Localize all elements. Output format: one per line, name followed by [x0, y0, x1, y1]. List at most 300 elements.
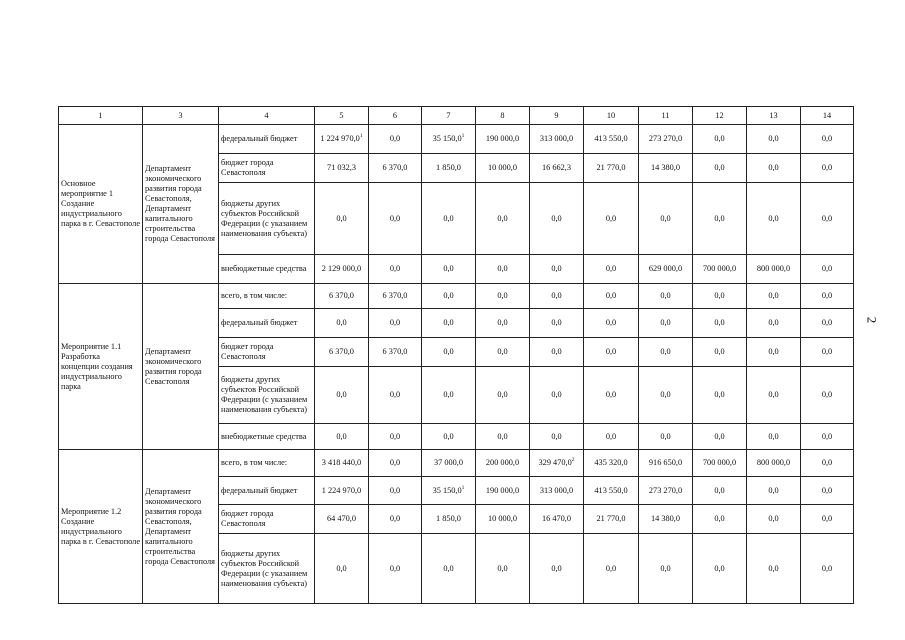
value-text: 0,0: [768, 431, 779, 441]
value-text: 273 270,0: [648, 134, 683, 143]
value-text: 629 000,0: [648, 264, 683, 273]
value-cell: [639, 183, 693, 255]
funding-source-cell: бюджеты других субъектов Российской Федерации (с указанием наименования субъекта): [219, 367, 315, 424]
value-cell: [476, 477, 530, 505]
value-cell: [422, 255, 476, 284]
value-text: 6 370,0: [329, 347, 354, 356]
value-cell: [747, 154, 801, 183]
value-text: 0,0: [551, 213, 562, 223]
footnote-mark: 1: [461, 133, 465, 140]
value-text: 0,0: [768, 390, 779, 399]
value-cell: [476, 367, 530, 424]
value-cell: [476, 309, 530, 338]
value-cell: [747, 424, 801, 450]
value-cell: [584, 505, 639, 534]
value-text: 0,0: [768, 163, 779, 172]
value-cell: [747, 338, 801, 367]
value-cell: [530, 338, 584, 367]
value-text: 0,0: [605, 213, 617, 223]
funding-source-cell: бюджеты других субъектов Российской Федерации (с указанием наименования субъекта): [219, 183, 315, 255]
value-text: 0,0: [605, 347, 617, 356]
value-text: 0,0: [605, 318, 617, 327]
value-text: 21 770,0: [596, 163, 626, 172]
value-text: 0,0: [821, 390, 833, 399]
value-cell: [422, 309, 476, 338]
value-text: 0,0: [768, 485, 779, 495]
value-cell: [369, 154, 422, 183]
responsible-executor-cell: Департамент экономического развития города Севастополя: [143, 284, 219, 450]
value-text: 0,0: [336, 431, 347, 441]
value-cell: [693, 338, 747, 367]
value-cell: [476, 450, 530, 477]
value-cell: [315, 183, 369, 255]
value-cell: [801, 125, 854, 154]
value-cell: [530, 284, 584, 309]
budget-table: [58, 106, 854, 604]
value-text: 1 850,0: [436, 163, 461, 172]
value-text: 16 470,0: [541, 514, 572, 523]
value-cell: [422, 477, 476, 505]
value-cell: [639, 309, 693, 338]
value-text: 0,0: [714, 291, 725, 300]
value-cell: [422, 183, 476, 255]
value-text: 0,0: [660, 390, 671, 399]
funding-source-cell: бюджеты других субъектов Российской Федерации (с указанием наименования субъекта): [219, 534, 315, 604]
value-text: 6 370,0: [382, 163, 408, 172]
funding-source-cell: всего, в том числе:: [219, 450, 315, 477]
header-cell: 7: [422, 107, 476, 125]
value-text: 1 224 970,0: [320, 134, 360, 143]
value-text: 0,0: [714, 213, 725, 223]
value-cell: [584, 154, 639, 183]
value-cell: [476, 183, 530, 255]
value-text: 0,0: [768, 134, 779, 143]
header-cell: 12: [693, 107, 747, 125]
value-cell: [476, 505, 530, 534]
activity-name-cell: Мероприятие 1.2 Создание индустриального парка в г. Севастополе: [59, 450, 143, 604]
value-text: 0,0: [660, 347, 671, 356]
value-text: 0,0: [714, 163, 725, 172]
footnote-mark: 1: [359, 133, 363, 140]
value-text: 0,0: [821, 318, 833, 327]
value-cell: [639, 477, 693, 505]
value-cell: [639, 284, 693, 309]
value-text: 0,0: [821, 291, 833, 300]
value-text: 0,0: [497, 431, 508, 441]
value-text: 0,0: [714, 347, 725, 356]
value-cell: [747, 534, 801, 604]
value-cell: [476, 154, 530, 183]
value-cell: [801, 284, 854, 309]
value-cell: [639, 424, 693, 450]
value-text: 0,0: [714, 390, 725, 399]
value-text: 0,0: [389, 514, 401, 523]
value-text: 190 000,0: [485, 134, 520, 143]
value-text: 0,0: [443, 431, 454, 441]
value-cell: [476, 255, 530, 284]
value-text: 0,0: [497, 390, 508, 399]
value-text: 0,0: [443, 291, 454, 300]
value-cell: [747, 367, 801, 424]
value-cell: [422, 424, 476, 450]
value-cell: [693, 505, 747, 534]
value-cell: [584, 338, 639, 367]
header-cell: 3: [143, 107, 219, 125]
header-cell: 13: [747, 107, 801, 125]
value-cell: [369, 477, 422, 505]
value-cell: [639, 125, 693, 154]
value-cell: [639, 154, 693, 183]
value-text: 14 380,0: [650, 163, 681, 172]
value-text: 0,0: [443, 213, 454, 223]
value-text: 0,0: [768, 318, 779, 327]
value-text: 6 370,0: [329, 291, 354, 300]
value-text: 0,0: [389, 134, 401, 143]
value-text: 800 000,0: [756, 264, 791, 273]
value-cell: [315, 424, 369, 450]
value-text: 37 000,0: [433, 458, 464, 467]
value-cell: [693, 477, 747, 505]
value-cell: [801, 505, 854, 534]
value-text: 0,0: [768, 514, 779, 523]
value-cell: [747, 450, 801, 477]
table-body: [59, 107, 854, 604]
value-text: 0,0: [821, 458, 833, 467]
value-text: 0,0: [551, 318, 562, 327]
value-text: 3 418 440,0: [321, 458, 362, 467]
value-cell: [422, 125, 476, 154]
value-text: 2 129 000,0: [321, 264, 362, 273]
value-text: 6 370,0: [382, 347, 408, 356]
table-row: [59, 450, 854, 477]
value-cell: [693, 450, 747, 477]
value-cell: [801, 367, 854, 424]
funding-source-cell: бюджет города Севастополя: [219, 338, 315, 367]
value-text: 0,0: [389, 485, 401, 495]
value-text: 10 000,0: [487, 163, 518, 172]
header-row: [59, 107, 854, 125]
value-cell: [747, 309, 801, 338]
header-cell: 11: [639, 107, 693, 125]
value-cell: [801, 183, 854, 255]
value-text: 0,0: [768, 291, 779, 300]
value-cell: [315, 450, 369, 477]
value-cell: [315, 477, 369, 505]
value-text: 0,0: [389, 264, 401, 273]
funding-source-cell: федеральный бюджет: [219, 477, 315, 505]
value-cell: [801, 534, 854, 604]
value-text: 413 550,0: [594, 134, 628, 143]
value-text: 0,0: [768, 347, 779, 356]
value-text: 0,0: [605, 390, 617, 399]
value-cell: [584, 125, 639, 154]
value-text: 0,0: [497, 213, 508, 223]
value-text: 0,0: [821, 264, 833, 273]
value-cell: [584, 450, 639, 477]
value-cell: [369, 450, 422, 477]
value-text: 0,0: [336, 213, 347, 223]
value-cell: [639, 255, 693, 284]
value-cell: [369, 255, 422, 284]
value-cell: [747, 183, 801, 255]
value-cell: [747, 284, 801, 309]
value-cell: [584, 284, 639, 309]
value-text: 413 550,0: [594, 485, 628, 495]
value-text: 0,0: [821, 163, 833, 172]
value-text: 16 662,3: [541, 163, 572, 172]
value-cell: [315, 284, 369, 309]
value-cell: [530, 125, 584, 154]
value-text: 0,0: [714, 431, 725, 441]
value-cell: [693, 424, 747, 450]
value-cell: [315, 154, 369, 183]
value-text: 0,0: [443, 347, 454, 356]
header-cell: 8: [476, 107, 530, 125]
value-text: 200 000,0: [485, 458, 520, 467]
value-cell: [747, 255, 801, 284]
value-cell: [693, 154, 747, 183]
value-cell: [693, 125, 747, 154]
funding-source-cell: бюджет города Севастополя: [219, 154, 315, 183]
value-cell: [584, 424, 639, 450]
value-text: 1 850,0: [436, 514, 461, 523]
value-cell: [476, 125, 530, 154]
value-cell: [584, 309, 639, 338]
value-text: 0,0: [821, 485, 833, 495]
value-cell: [801, 154, 854, 183]
value-text: 0,0: [336, 318, 347, 327]
value-cell: [584, 183, 639, 255]
value-text: 0,0: [821, 213, 833, 223]
value-cell: [801, 255, 854, 284]
value-text: 0,0: [821, 431, 833, 441]
value-text: 0,0: [443, 563, 454, 573]
value-text: 1 224 970,0: [321, 485, 362, 495]
funding-source-cell: федеральный бюджет: [219, 125, 315, 154]
value-text: 0,0: [551, 431, 562, 441]
value-cell: [693, 255, 747, 284]
value-cell: [369, 309, 422, 338]
value-text: 0,0: [389, 458, 401, 467]
value-text: 0,0: [821, 563, 833, 573]
value-text: 6 370,0: [382, 291, 408, 300]
table-row: [59, 125, 854, 154]
value-cell: [530, 183, 584, 255]
value-cell: [476, 338, 530, 367]
value-cell: [530, 450, 584, 477]
value-cell: [693, 367, 747, 424]
value-text: 0,0: [768, 563, 779, 573]
value-cell: [315, 338, 369, 367]
value-cell: [530, 534, 584, 604]
value-text: 0,0: [821, 514, 833, 523]
value-text: 0,0: [497, 563, 508, 573]
value-cell: [693, 534, 747, 604]
value-text: 0,0: [768, 213, 779, 223]
value-cell: [530, 367, 584, 424]
value-cell: [639, 534, 693, 604]
value-text: 329 470,0: [538, 458, 572, 467]
value-cell: [315, 367, 369, 424]
header-cell: 9: [530, 107, 584, 125]
value-cell: [639, 450, 693, 477]
value-text: 0,0: [660, 431, 671, 441]
value-cell: [801, 338, 854, 367]
value-cell: [530, 505, 584, 534]
value-cell: [369, 125, 422, 154]
value-text: 0,0: [443, 318, 454, 327]
value-text: 0,0: [497, 264, 508, 273]
value-text: 190 000,0: [485, 485, 520, 495]
header-cell: 10: [584, 107, 639, 125]
value-cell: [747, 477, 801, 505]
value-text: 0,0: [821, 134, 833, 143]
funding-source-cell: внебюджетные средства: [219, 255, 315, 284]
value-text: 0,0: [660, 318, 671, 327]
value-cell: [369, 367, 422, 424]
value-cell: [530, 424, 584, 450]
value-cell: [584, 477, 639, 505]
header-cell: 4: [219, 107, 315, 125]
value-text: 0,0: [605, 431, 617, 441]
value-text: 0,0: [660, 563, 671, 573]
value-cell: [422, 534, 476, 604]
value-text: 0,0: [821, 347, 833, 356]
value-cell: [422, 367, 476, 424]
value-cell: [747, 505, 801, 534]
value-cell: [584, 367, 639, 424]
responsible-executor-cell: Департамент экономического развития города Севастополя, Департамент капитального строительства города Севастополя: [143, 125, 219, 284]
value-text: 0,0: [389, 390, 401, 399]
value-cell: [693, 284, 747, 309]
value-text: 916 650,0: [648, 458, 683, 467]
header-cell: 5: [315, 107, 369, 125]
value-text: 14 380,0: [650, 514, 681, 523]
value-cell: [315, 255, 369, 284]
value-text: 0,0: [605, 563, 617, 573]
value-text: 435 320,0: [594, 458, 628, 467]
value-cell: [476, 424, 530, 450]
value-cell: [315, 505, 369, 534]
value-cell: [369, 183, 422, 255]
value-text: 0,0: [605, 291, 617, 300]
value-text: 0,0: [605, 264, 617, 273]
value-cell: [422, 154, 476, 183]
value-cell: [369, 338, 422, 367]
funding-source-cell: бюджет города Севастополя: [219, 505, 315, 534]
value-text: 0,0: [660, 291, 671, 300]
value-text: 35 150,0: [432, 134, 462, 143]
activity-name-cell: Мероприятие 1.1 Разработка концепции создания индустриального парка: [59, 284, 143, 450]
value-text: 313 000,0: [539, 485, 574, 495]
value-cell: [693, 309, 747, 338]
value-cell: [584, 534, 639, 604]
value-text: 0,0: [336, 390, 347, 399]
value-text: 71 032,3: [326, 163, 357, 172]
table-row: [59, 284, 854, 309]
header-cell: 14: [801, 107, 854, 125]
value-text: 0,0: [551, 390, 562, 399]
value-cell: [315, 534, 369, 604]
value-text: 800 000,0: [756, 458, 791, 467]
value-cell: [476, 284, 530, 309]
value-cell: [369, 534, 422, 604]
value-text: 0,0: [660, 213, 671, 223]
value-cell: [476, 534, 530, 604]
header-cell: 1: [59, 107, 143, 125]
value-text: 700 000,0: [702, 264, 737, 273]
value-text: 0,0: [714, 485, 725, 495]
value-cell: [639, 338, 693, 367]
value-cell: [801, 424, 854, 450]
funding-source-cell: внебюджетные средства: [219, 424, 315, 450]
value-text: 0,0: [389, 213, 401, 223]
funding-source-cell: всего, в том числе:: [219, 284, 315, 309]
value-text: 0,0: [497, 291, 508, 300]
value-text: 0,0: [443, 264, 454, 273]
value-cell: [369, 505, 422, 534]
footnote-mark: 1: [461, 484, 465, 491]
value-cell: [530, 255, 584, 284]
footnote-mark: 2: [571, 457, 575, 464]
value-cell: [747, 125, 801, 154]
value-text: 273 270,0: [648, 485, 683, 495]
funding-source-cell: федеральный бюджет: [219, 309, 315, 338]
value-text: 0,0: [714, 514, 725, 523]
value-text: 0,0: [551, 264, 562, 273]
value-text: 0,0: [714, 134, 725, 143]
value-text: 0,0: [497, 347, 508, 356]
value-text: 0,0: [551, 347, 562, 356]
value-cell: [422, 505, 476, 534]
value-text: 700 000,0: [702, 458, 737, 467]
value-text: 10 000,0: [487, 514, 518, 523]
budget-table-container: [58, 106, 853, 604]
value-text: 0,0: [389, 431, 401, 441]
header-cell: 6: [369, 107, 422, 125]
value-cell: [369, 424, 422, 450]
value-text: 0,0: [551, 291, 562, 300]
value-cell: [422, 338, 476, 367]
value-text: 0,0: [714, 318, 725, 327]
activity-name-cell: Основное мероприятие 1 Создание индустриального парка в г. Севастополе: [59, 125, 143, 284]
value-cell: [315, 125, 369, 154]
page-number: 2: [864, 316, 880, 324]
value-cell: [315, 309, 369, 338]
value-cell: [639, 367, 693, 424]
value-text: 0,0: [389, 318, 401, 327]
value-text: 35 150,0: [432, 485, 462, 495]
value-cell: [693, 183, 747, 255]
value-text: 21 770,0: [596, 514, 626, 523]
value-cell: [801, 309, 854, 338]
value-text: 0,0: [336, 563, 347, 573]
value-cell: [801, 450, 854, 477]
value-cell: [801, 477, 854, 505]
value-text: 0,0: [714, 563, 725, 573]
value-text: 313 000,0: [539, 134, 574, 143]
value-text: 0,0: [551, 563, 562, 573]
responsible-executor-cell: Департамент экономического развития города Севастополя, Департамент капитального строительства города Севастополя: [143, 450, 219, 604]
value-cell: [369, 284, 422, 309]
value-cell: [530, 477, 584, 505]
value-cell: [530, 154, 584, 183]
value-cell: [639, 505, 693, 534]
value-text: 0,0: [443, 390, 454, 399]
value-text: 0,0: [389, 563, 401, 573]
value-cell: [422, 284, 476, 309]
value-text: 64 470,0: [326, 514, 357, 523]
